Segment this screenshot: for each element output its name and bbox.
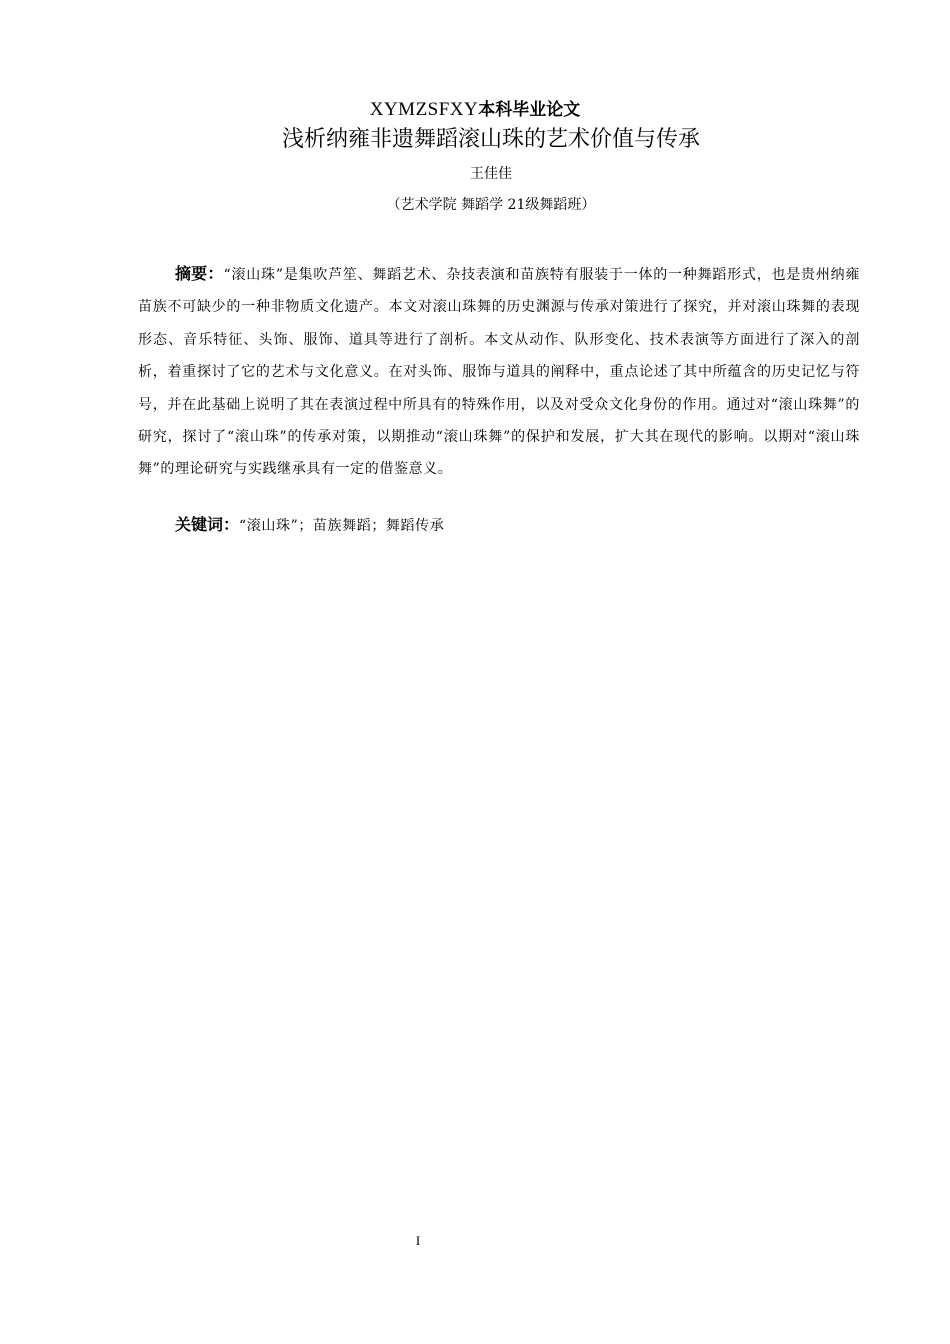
page-number: I [415,1233,421,1248]
abstract-text: “滚山珠”是集吹芦笙、舞蹈艺术、杂技表演和苗族特有服装于一体的一种舞蹈形式，也是贵州纳雍苗族不可缺少的一种非物质文化遗产。本文对滚山珠舞的历史渊源与传承对策进行了探究，并对滚山珠舞的表现形态、音乐特征、头饰、服饰、道具等进行了剖析。本文从动作、队形变化、技术表演等方面进行了深入的剖析，着重探讨了它的艺术与文化意义。在对头饰、服饰与道具的阐释中，重点论述了其中所蕴含的历史记忆与符号，并在此基础上说明了其在表演过程中所具有的特殊作用，以及对受众文化身份的作用。通过对“滚山珠舞”的研究，探讨了“滚山珠”的传承对策，以期推动“滚山珠舞”的保护和发展，扩大其在现代的影响。以期对“滚山珠舞”的理论研究与实践继承具有一定的借鉴意义。 [138,267,860,478]
paper-title: 浅析纳雍非遗舞蹈滚山珠的艺术价值与传承 [281,127,700,152]
keywords-label: 关键词： [175,515,240,534]
thesis-header [0,96,950,123]
author-affiliation: （艺术学院 舞蹈学 21级舞蹈班） [386,197,596,213]
abstract-paragraph [138,258,860,486]
abstract-label: 摘要： [175,264,224,283]
author-name: 王佳佳 [470,166,512,182]
thesis-type: 本科毕业论文 [478,100,581,120]
keywords-text: “滚山珠”；苗族舞蹈；舞蹈传承 [239,518,445,534]
school-code: XYMZSFXY [369,99,479,120]
keywords-line [175,510,444,541]
